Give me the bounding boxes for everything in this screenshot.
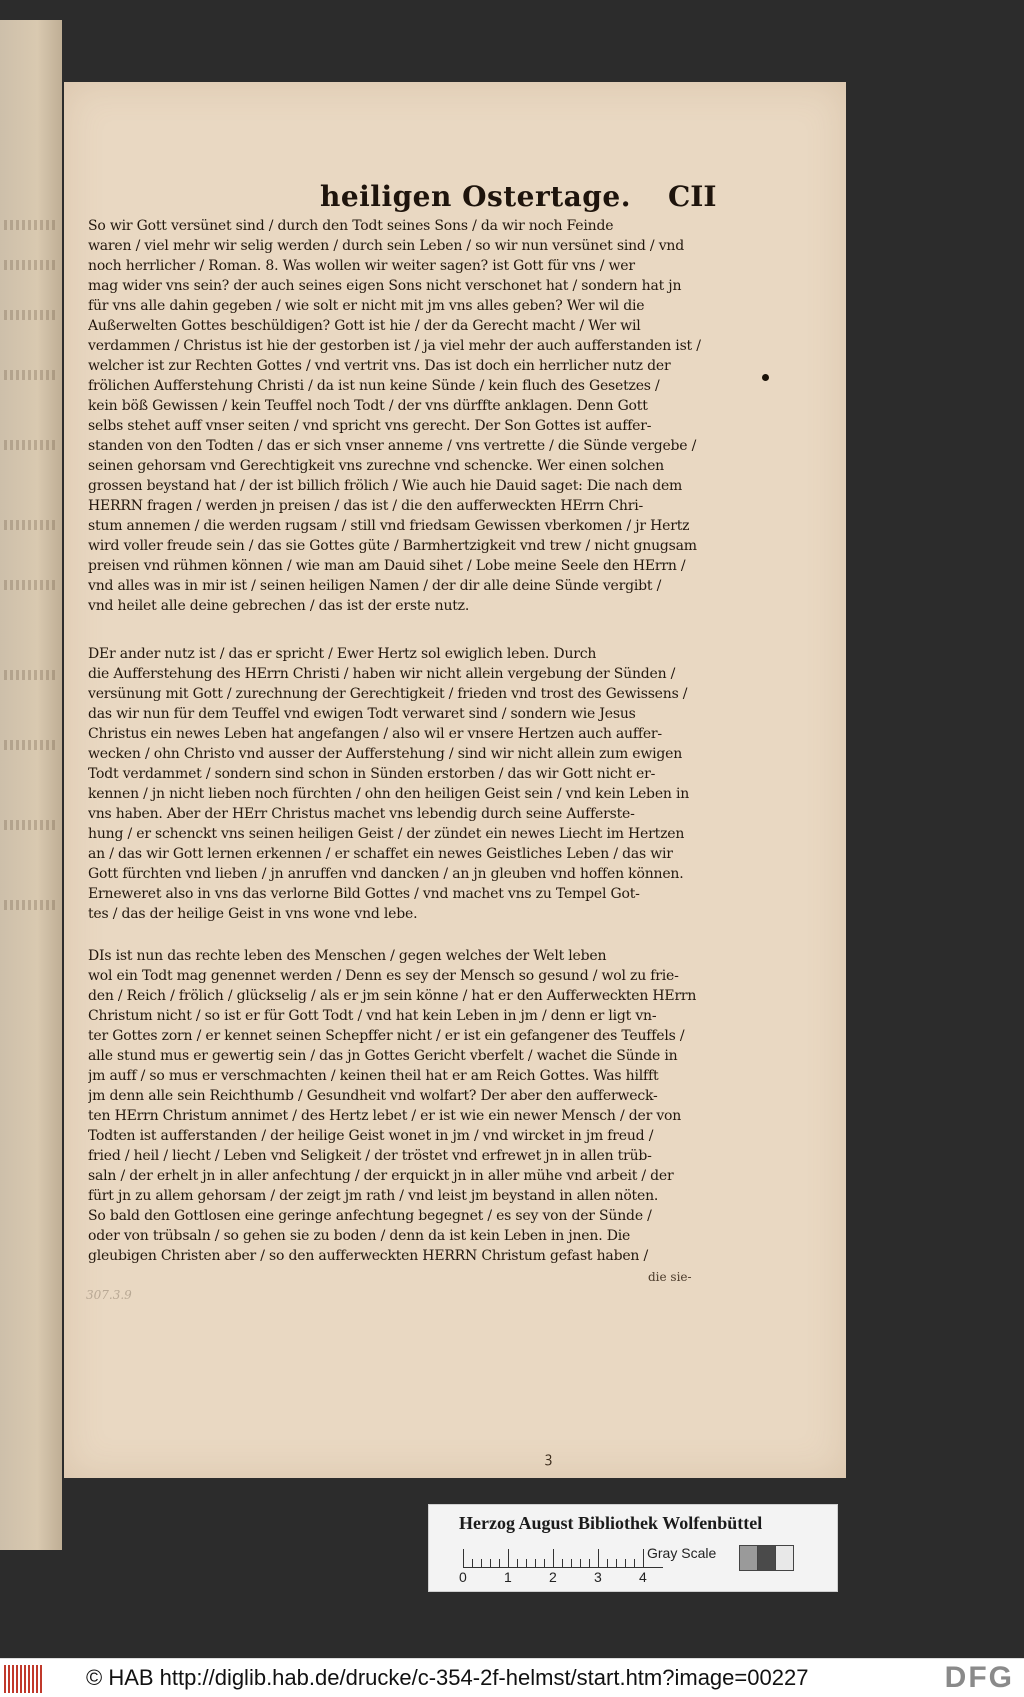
signature-mark: ꝫ: [545, 1450, 553, 1466]
text-line: hung / er schenckt vns seinen heiligen Geist / der zündet ein newes Liecht im Hertzen: [88, 826, 685, 842]
text-line: selbs stehet auff vnser seiten / vnd spricht vns gerecht. Der Son Gottes ist auffer-: [88, 418, 652, 434]
text-line: Christus ein newes Leben hat angefangen / also wil er vnsere Hertzen auch auffer-: [88, 726, 662, 742]
text-line: jm auff / so mus er verschmachten / keinen theil hat er am Reich Gottes. Was hilfft: [88, 1068, 659, 1084]
text-line: versünung mit Gott / zurechnung der Gerechtigkeit / frieden vnd trost des Gewissens /: [88, 686, 688, 702]
text-line: oder von trübsaln / so gehen sie zu boden / denn da ist kein Leben in jnen. Die: [88, 1228, 631, 1244]
text-line: Todten ist aufferstanden / der heilige Geist wonet in jm / vnd wircket in jm freud /: [88, 1128, 654, 1144]
show-through-text: [4, 580, 56, 590]
text-line: an / das wir Gott lernen erkennen / er schaffet ein newes Geistliches Leben / das wir: [88, 846, 673, 862]
gray-swatch: [757, 1545, 776, 1571]
text-line: verdammen / Christus ist hie der gestorben ist / ja viel mehr der auch aufferstanden ist /: [88, 338, 701, 354]
scale-ruler: [463, 1549, 663, 1568]
text-line: noch herrlicher / Roman. 8. Was wollen wir weiter sagen? ist Gott für vns / wer: [88, 258, 635, 274]
text-line: ten HErrn Christum annimet / des Hertz lebet / er ist wie ein newer Mensch / der von: [88, 1108, 682, 1124]
scale-number: 2: [549, 1569, 557, 1585]
text-line: wird voller freude sein / das sie Gottes güte / Barmhertzigkeit vnd trew / nicht gnugsam: [88, 538, 697, 554]
text-line: HERRN fragen / werden jn preisen / das ist / die den aufferweckten HErrn Chri-: [88, 498, 644, 514]
text-line: fürt jn zu allem gehorsam / der zeigt jm rath / vnd leist jm beystand in allen nöten.: [88, 1188, 659, 1204]
text-line: das wir nun für dem Teuffel vnd ewigen Todt verwaret sind / sondern wie Jesus: [88, 706, 636, 722]
text-line: standen von den Todten / das er sich vnser anneme / vns vertrette / die Sünde vergebe /: [88, 438, 697, 454]
scale-number: 4: [639, 1569, 647, 1585]
text-line: Christum nicht / so ist er für Gott Todt / vnd hat kein Leben in jm / denn er ligt vn-: [88, 1008, 657, 1024]
text-line: kein böß Gewissen / kein Teuffel noch Todt / der vns dürffte anklagen. Denn Gott: [88, 398, 648, 414]
text-line: kennen / jn nicht lieben noch fürchten / ohn den heiligen Geist sein / vnd kein Leben in: [88, 786, 690, 802]
text-line: fried / heil / liecht / Leben vnd Seligkeit / der tröstet vnd erfrewet jn in allen trüb-: [88, 1148, 652, 1164]
ink-dot: [762, 374, 769, 381]
text-line: Todt verdammet / sondern sind schon in Sünden erstorben / das wir Gott nicht er-: [88, 766, 656, 782]
library-label: [428, 1504, 838, 1592]
dfg-logo: DFG: [944, 1661, 1014, 1694]
scale-number: 1: [504, 1569, 512, 1585]
text-line: saln / der erhelt jn in aller anfechtung / der erquickt jn in aller mühe vnd arbeit / der: [88, 1168, 674, 1184]
text-line: waren / viel mehr wir selig werden / durch sein Leben / so wir nun versünet sind / vnd: [88, 238, 684, 254]
text-line: ter Gottes zorn / er kennet seinen Schepffer nicht / er ist ein gefangener des Teuffels /: [88, 1028, 685, 1044]
text-line: alle stund mus er gewertig sein / das jn Gottes Gericht vberfelt / wachet die Sünde in: [88, 1048, 678, 1064]
show-through-text: [4, 740, 56, 750]
text-line: vns haben. Aber der HErr Christus machet vns lebendig durch seine Aufferste-: [88, 806, 635, 822]
show-through-text: [4, 440, 56, 450]
text-line: wecken / ohn Christo vnd ausser der Aufferstehung / sind wir nicht allein zum ewigen: [88, 746, 683, 762]
show-through-text: [4, 310, 56, 320]
text-line: welcher ist zur Rechten Gottes / vnd vertrit vns. Das ist doch ein herrlicher nutz der: [88, 358, 671, 374]
paragraph-1: [88, 216, 702, 616]
text-line: seinen gehorsam vnd Gerechtigkeit vns zurechne vnd schencke. Wer einen solchen: [88, 458, 664, 474]
text-line: gleubigen Christen aber / so den aufferweckten HERRN Christum gefast haben /: [88, 1248, 649, 1264]
footer-bar: [0, 1658, 1024, 1697]
text-line: wol ein Todt mag genennet werden / Denn es sey der Mensch so gesund / wol zu frie-: [88, 968, 679, 984]
text-line: DEr ander nutz ist / das er spricht / Ewer Hertz sol ewiglich leben. Durch: [88, 646, 597, 662]
gray-swatch: [739, 1545, 758, 1571]
gray-swatch: [775, 1545, 794, 1571]
paragraph-3: [88, 946, 702, 1266]
text-line: mag wider vns sein? der auch seines eigen Sons nicht verschonet hat / sondern hat jn: [88, 278, 682, 294]
paragraph-2: [88, 644, 702, 924]
text-line: tes / das der heilige Geist in vns wone vnd lebe.: [88, 906, 418, 922]
text-line: für vns alle dahin gegeben / wie solt er nicht mit jm vns alles geben? Wer wil die: [88, 298, 645, 314]
text-line: die Aufferstehung des HErrn Christi / haben wir nicht allein vergebung der Sünden /: [88, 666, 676, 682]
pencil-shelfmark: 307.3.9: [86, 1288, 132, 1302]
text-line: Erneweret also in vns das verlorne Bild Gottes / vnd machet vns zu Tempel Got-: [88, 886, 640, 902]
show-through-text: [4, 220, 56, 230]
show-through-text: [4, 520, 56, 530]
catchword: die sie-: [648, 1270, 692, 1284]
gray-scale-label: Gray Scale: [647, 1545, 717, 1561]
previous-page-edge: [0, 20, 62, 1550]
folio-number: CII: [668, 180, 717, 213]
text-line: grossen beystand hat / der ist billich frölich / Wie auch hie Dauid saget: Die nach dem: [88, 478, 683, 494]
text-line: Gott fürchten vnd lieben / jn anruffen vnd dancken / an jn gleuben vnd hoffen können.: [88, 866, 684, 882]
barcode-icon: [4, 1665, 42, 1693]
scale-number: 3: [594, 1569, 602, 1585]
running-head: heiligen Ostertage.: [320, 180, 631, 213]
text-line: vnd heilet alle deine gebrechen / das ist der erste nutz.: [88, 598, 470, 614]
library-name: Herzog August Bibliothek Wolfenbüttel: [459, 1513, 763, 1533]
text-line: frölichen Aufferstehung Christi / da ist nun keine Sünde / kein fluch des Gesetzes /: [88, 378, 660, 394]
text-line: Außerwelten Gottes beschüldigen? Gott ist hie / der da Gerecht macht / Wer wil: [88, 318, 641, 334]
text-line: DIs ist nun das rechte leben des Menschen / gegen welches der Welt leben: [88, 948, 607, 964]
text-line: vnd alles was in mir ist / seinen heiligen Namen / der dir alle deine Sünde vergibt /: [88, 578, 662, 594]
text-line: preisen vnd rühmen können / wie man am Dauid sihet / Lobe meine Seele den HErrn /: [88, 558, 686, 574]
text-line: den / Reich / frölich / glückselig / als er jm sein könne / hat er den Aufferweckten HErrn: [88, 988, 697, 1004]
show-through-text: [4, 900, 56, 910]
text-line: So bald den Gottlosen eine geringe anfechtung begegnet / es sey von der Sünde /: [88, 1208, 652, 1224]
show-through-text: [4, 820, 56, 830]
text-line: So wir Gott versünet sind / durch den Todt seines Sons / da wir noch Feinde: [88, 218, 614, 234]
text-line: jm denn alle sein Reichthumb / Gesundheit vnd wolfart? Der aber den aufferweck-: [88, 1088, 658, 1104]
show-through-text: [4, 670, 56, 680]
source-caption[interactable]: © HAB http://diglib.hab.de/drucke/c-354-2f-helmst/start.htm?image=00227: [86, 1665, 809, 1690]
scale-number: 0: [459, 1569, 467, 1585]
show-through-text: [4, 260, 56, 270]
show-through-text: [4, 370, 56, 380]
text-line: stum annemen / die werden rugsam / still vnd friedsam Gewissen vberkomen / jr Hertz: [88, 518, 690, 534]
